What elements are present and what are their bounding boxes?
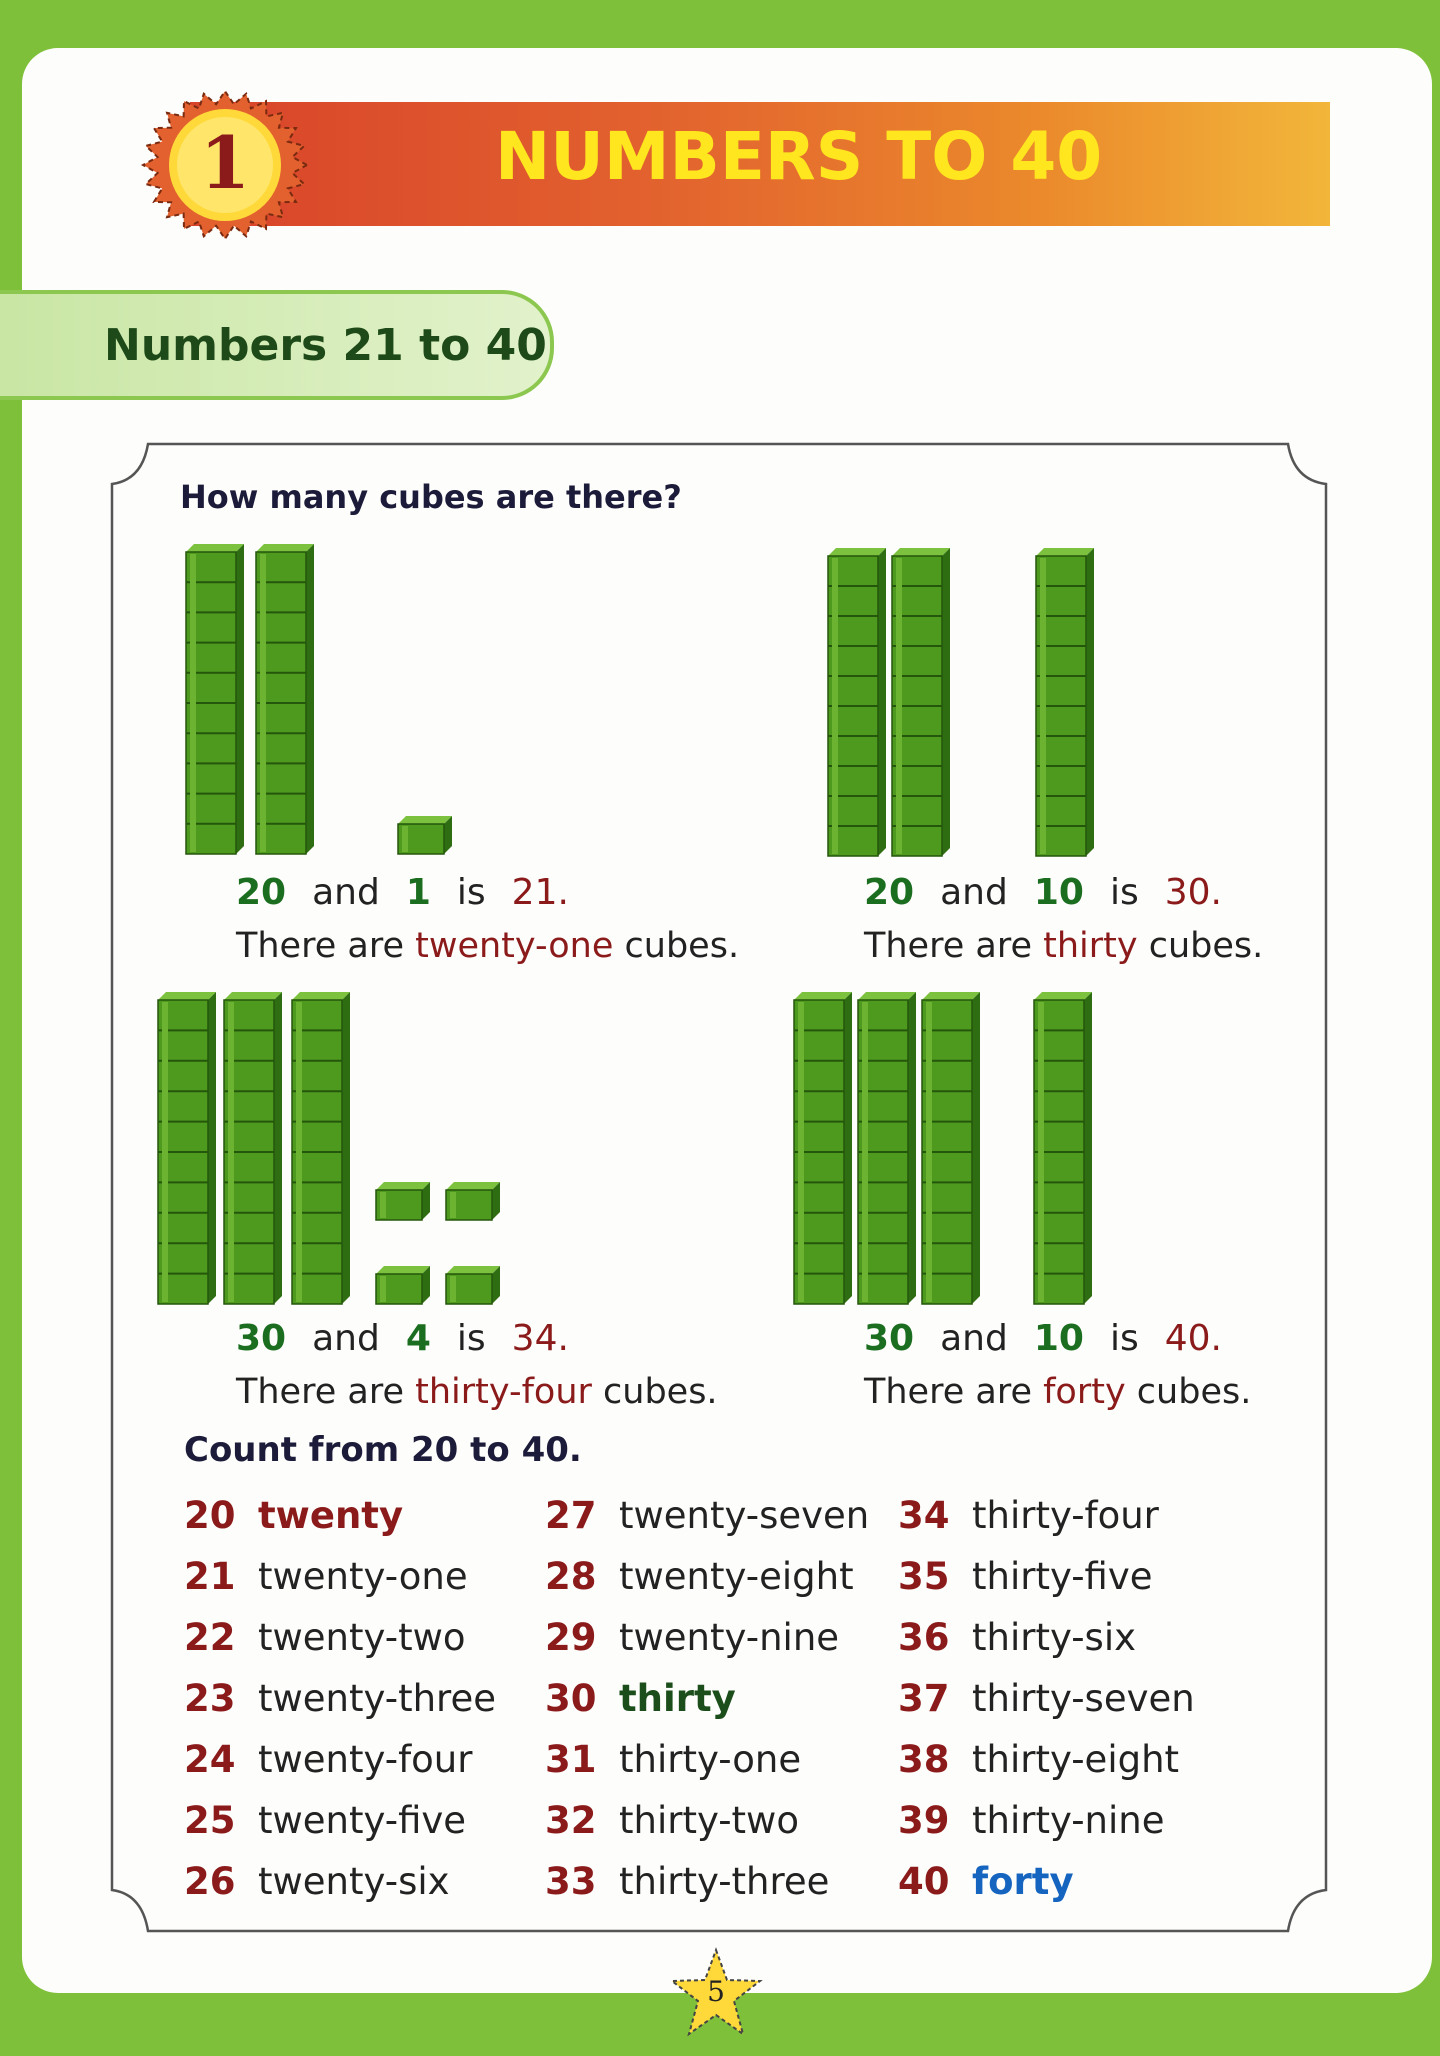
- example-4-and: and: [940, 1318, 1008, 1359]
- list-item: [184, 1677, 496, 1720]
- chapter-number: 1: [199, 120, 251, 205]
- ten-rod: [922, 992, 980, 1304]
- list-number: 36: [898, 1616, 950, 1659]
- list-number: 30: [545, 1677, 597, 1720]
- list-number: 27: [545, 1494, 597, 1537]
- example-2-is: is: [1109, 872, 1139, 913]
- count-title: Count from 20 to 40.: [184, 1430, 582, 1470]
- list-number: 24: [184, 1738, 236, 1781]
- list-number: 33: [545, 1860, 597, 1903]
- list-number: 35: [898, 1555, 950, 1598]
- example-4-pre: There are: [864, 1372, 1044, 1412]
- list-item: [898, 1616, 1136, 1659]
- list-item: [898, 1677, 1195, 1720]
- list-item: [898, 1555, 1153, 1598]
- list-item: [184, 1799, 466, 1842]
- list-word: twenty-six: [258, 1860, 450, 1903]
- list-word: twenty-four: [258, 1738, 473, 1781]
- list-item: [898, 1738, 1179, 1781]
- list-item: [545, 1677, 736, 1720]
- example-1-ones: 1: [405, 872, 431, 913]
- example-2-ones: 10: [1033, 872, 1084, 913]
- ten-rod: [858, 992, 916, 1304]
- example-2-tens: 20: [864, 872, 915, 913]
- unit-cube: [446, 1266, 500, 1304]
- list-word: twenty-one: [258, 1555, 468, 1598]
- example-1-equation: [236, 872, 595, 913]
- list-number: 31: [545, 1738, 597, 1781]
- list-number: 20: [184, 1494, 236, 1537]
- list-word: twenty: [258, 1494, 404, 1537]
- list-item: [545, 1738, 801, 1781]
- example-3-ones: 4: [405, 1318, 431, 1359]
- list-number: 32: [545, 1799, 597, 1842]
- example-1-tens: 20: [236, 872, 287, 913]
- example-3-equation: [236, 1318, 595, 1359]
- list-word: thirty: [619, 1677, 736, 1720]
- ten-rod: [186, 544, 244, 854]
- list-item: [184, 1860, 450, 1903]
- example-1-is: is: [456, 872, 486, 913]
- example-4-word: forty: [1043, 1372, 1126, 1412]
- example-4-tens: 30: [864, 1318, 915, 1359]
- unit-cube: [446, 1182, 500, 1220]
- list-item: [184, 1738, 472, 1781]
- list-number: 21: [184, 1555, 236, 1598]
- list-word: thirty-five: [972, 1555, 1153, 1598]
- ten-rod: [1036, 548, 1094, 856]
- list-item: [545, 1555, 854, 1598]
- list-word: twenty-eight: [619, 1555, 854, 1598]
- unit-cube: [376, 1266, 430, 1304]
- example-1-result: 21.: [511, 872, 569, 913]
- example-2-sentence: [864, 926, 1263, 966]
- list-number: 22: [184, 1616, 236, 1659]
- example-1-and: and: [312, 872, 380, 913]
- question-text: How many cubes are there?: [180, 478, 682, 516]
- list-item: [545, 1616, 839, 1659]
- example-1-word: twenty-one: [415, 926, 614, 966]
- ten-rod: [224, 992, 282, 1304]
- list-item: [184, 1555, 468, 1598]
- example-2-pre: There are: [864, 926, 1044, 966]
- list-item: [898, 1799, 1165, 1842]
- list-word: thirty-two: [619, 1799, 799, 1842]
- list-word: thirty-three: [619, 1860, 830, 1903]
- list-word: forty: [972, 1860, 1074, 1903]
- example-1-pre: There are: [236, 926, 416, 966]
- list-word: thirty-seven: [972, 1677, 1195, 1720]
- list-number: 25: [184, 1799, 236, 1842]
- list-item: [184, 1494, 403, 1537]
- example-4-sentence: [864, 1372, 1251, 1412]
- example-1-sentence: [236, 926, 739, 966]
- list-item: [898, 1860, 1074, 1903]
- list-number: 23: [184, 1677, 236, 1720]
- list-number: 40: [898, 1860, 950, 1903]
- list-item: [545, 1860, 829, 1903]
- list-item: [184, 1616, 466, 1659]
- example-2-post: cubes.: [1137, 926, 1264, 966]
- ten-rod: [828, 548, 886, 856]
- chapter-title: NUMBERS TO 40: [495, 118, 1103, 195]
- example-4-ones: 10: [1033, 1318, 1084, 1359]
- ten-rod: [892, 548, 950, 856]
- ten-rod: [256, 544, 314, 854]
- example-4-result: 40.: [1164, 1318, 1222, 1359]
- example-3-tens: 30: [236, 1318, 287, 1359]
- example-2-and: and: [940, 872, 1008, 913]
- example-2-equation: [864, 872, 1248, 913]
- section-title: Numbers 21 to 40: [104, 320, 547, 371]
- list-number: 39: [898, 1799, 950, 1842]
- list-word: thirty-one: [619, 1738, 802, 1781]
- example-2-word: thirty: [1043, 926, 1138, 966]
- example-1-post: cubes.: [613, 926, 740, 966]
- list-number: 37: [898, 1677, 950, 1720]
- list-number: 26: [184, 1860, 236, 1903]
- list-word: twenty-two: [258, 1616, 466, 1659]
- list-word: twenty-nine: [619, 1616, 840, 1659]
- example-3-sentence: [236, 1372, 718, 1412]
- example-3-word: thirty-four: [415, 1372, 592, 1412]
- list-word: thirty-eight: [972, 1738, 1180, 1781]
- list-number: 28: [545, 1555, 597, 1598]
- example-2-result: 30.: [1164, 872, 1222, 913]
- unit-cube: [398, 816, 452, 854]
- ten-rod: [292, 992, 350, 1304]
- example-4-is: is: [1109, 1318, 1139, 1359]
- list-number: 29: [545, 1616, 597, 1659]
- list-number: 34: [898, 1494, 950, 1537]
- list-item: [545, 1799, 799, 1842]
- example-3-pre: There are: [236, 1372, 416, 1412]
- list-number: 38: [898, 1738, 950, 1781]
- example-3-is: is: [456, 1318, 486, 1359]
- ten-rod: [794, 992, 852, 1304]
- list-item: [898, 1494, 1159, 1537]
- ten-rod: [1034, 992, 1092, 1304]
- list-word: twenty-three: [258, 1677, 496, 1720]
- list-word: thirty-nine: [972, 1799, 1165, 1842]
- ten-rod: [158, 992, 216, 1304]
- example-4-post: cubes.: [1125, 1372, 1252, 1412]
- list-item: [545, 1494, 869, 1537]
- example-3-post: cubes.: [591, 1372, 718, 1412]
- example-3-result: 34.: [511, 1318, 569, 1359]
- list-word: twenty-seven: [619, 1494, 870, 1537]
- example-4-equation: [864, 1318, 1248, 1359]
- list-word: thirty-four: [972, 1494, 1159, 1537]
- example-3-and: and: [312, 1318, 380, 1359]
- list-word: thirty-six: [972, 1616, 1137, 1659]
- unit-cube: [376, 1182, 430, 1220]
- page-number: 5: [707, 1975, 725, 2008]
- list-word: twenty-five: [258, 1799, 467, 1842]
